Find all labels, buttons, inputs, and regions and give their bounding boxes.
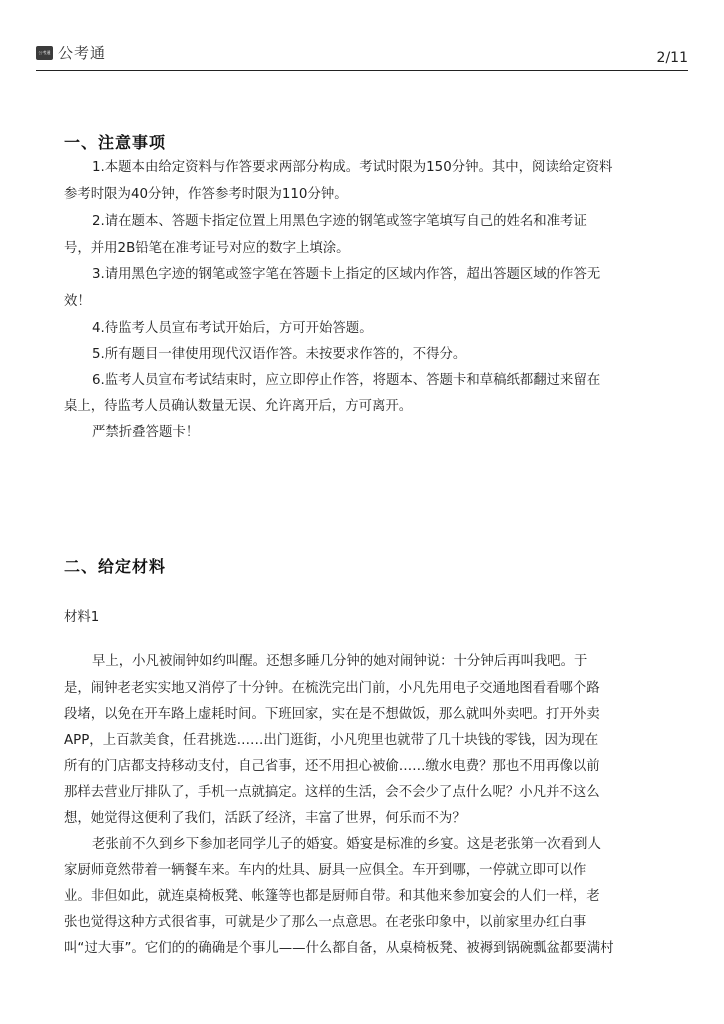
material-line: 段堵，以免在开车路上虚耗时间。下班回家，实在是不想做饭，那么就叫外卖吧。打开外卖 [64,707,600,722]
material-line: APP，上百款美食，任君挑选……出门逛街，小凡兜里也就带了几十块钱的零钱，因为现在 [64,733,599,748]
material-line: 老张前不久到乡下参加老同学儿子的婚宴。婚宴是标准的乡宴。这是老张第一次看到人 [92,837,601,852]
logo-icon: 公考通 [36,46,53,60]
notes-line: 参考时限为40分钟，作答参考时限为110分钟。 [64,187,348,202]
material-line: 业。非但如此，就连桌椅板凳、帐篷等也都是厨师自带。和其他来参加宴会的人们一样，老 [64,889,600,904]
material-line: 那样去营业厅排队了，手机一点就搞定。这样的生活，会不会少了点什么呢？小凡并不这么 [64,785,600,800]
page-indicator: 2/11 [656,50,688,66]
notes-line: 号，并用2B铅笔在准考证号对应的数字上填涂。 [64,241,350,256]
notes-line: 桌上，待监考人员确认数量无误、允许离开后，方可离开。 [64,399,413,414]
page-header [36,44,688,71]
notes-line: 4.待监考人员宣布考试开始后，方可开始答题。 [92,321,373,336]
material-line: 张也觉得这种方式很省事，可就是少了那么一点意思。在老张印象中，以前家里办红白事 [64,915,587,930]
material-line: 所有的门店都支持移动支付，自己省事，还不用担心被偷……缴水电费？那也不用再像以前 [64,759,600,774]
section-title-materials: 二、给定材料 [64,557,167,576]
notes-line: 1.本题本由给定资料与作答要求两部分构成。考试时限为150分钟。其中，阅读给定资料 [92,160,613,175]
notes-line: 6.监考人员宣布考试结束时，应立即停止作答，将题本、答题卡和草稿纸都翻过来留在 [92,373,601,388]
material-line: 是，闹钟老老实实地又消停了十分钟。在梳洗完出门前，小凡先用电子交通地图看看哪个路 [64,681,600,696]
notes-line: 效！ [64,294,91,309]
notes-line: 5.所有题目一律使用现代汉语作答。未按要求作答的，不得分。 [92,347,467,362]
notes-line: 2.请在题本、答题卡指定位置上用黑色字迹的钢笔或签字笔填写自己的姓名和准考证 [92,214,587,229]
material-line: 想，她觉得这便利了我们，活跃了经济，丰富了世界，何乐而不为？ [64,811,466,826]
material-label: 材料1 [64,610,100,625]
material-line: 早上，小凡被闹钟如约叫醒。还想多睡几分钟的她对闹钟说：十分钟后再叫我吧。于 [92,654,588,669]
material-line: 家厨师竟然带着一辆餐车来。车内的灶具、厨具一应俱全。车开到哪，一停就立即可以作 [64,863,587,878]
notes-line: 严禁折叠答题卡！ [92,425,200,440]
section-title-notes: 一、注意事项 [64,133,167,152]
material-line: 叫“过大事”。它们的的确确是个事儿——什么都自备，从桌椅板凳、被褥到锅碗瓢盆都要满村 [64,941,614,956]
notes-line: 3.请用黑色字迹的钢笔或签字笔在答题卡上指定的区域内作答，超出答题区域的作答无 [92,267,601,282]
brand-name: 公考通 [58,44,107,62]
